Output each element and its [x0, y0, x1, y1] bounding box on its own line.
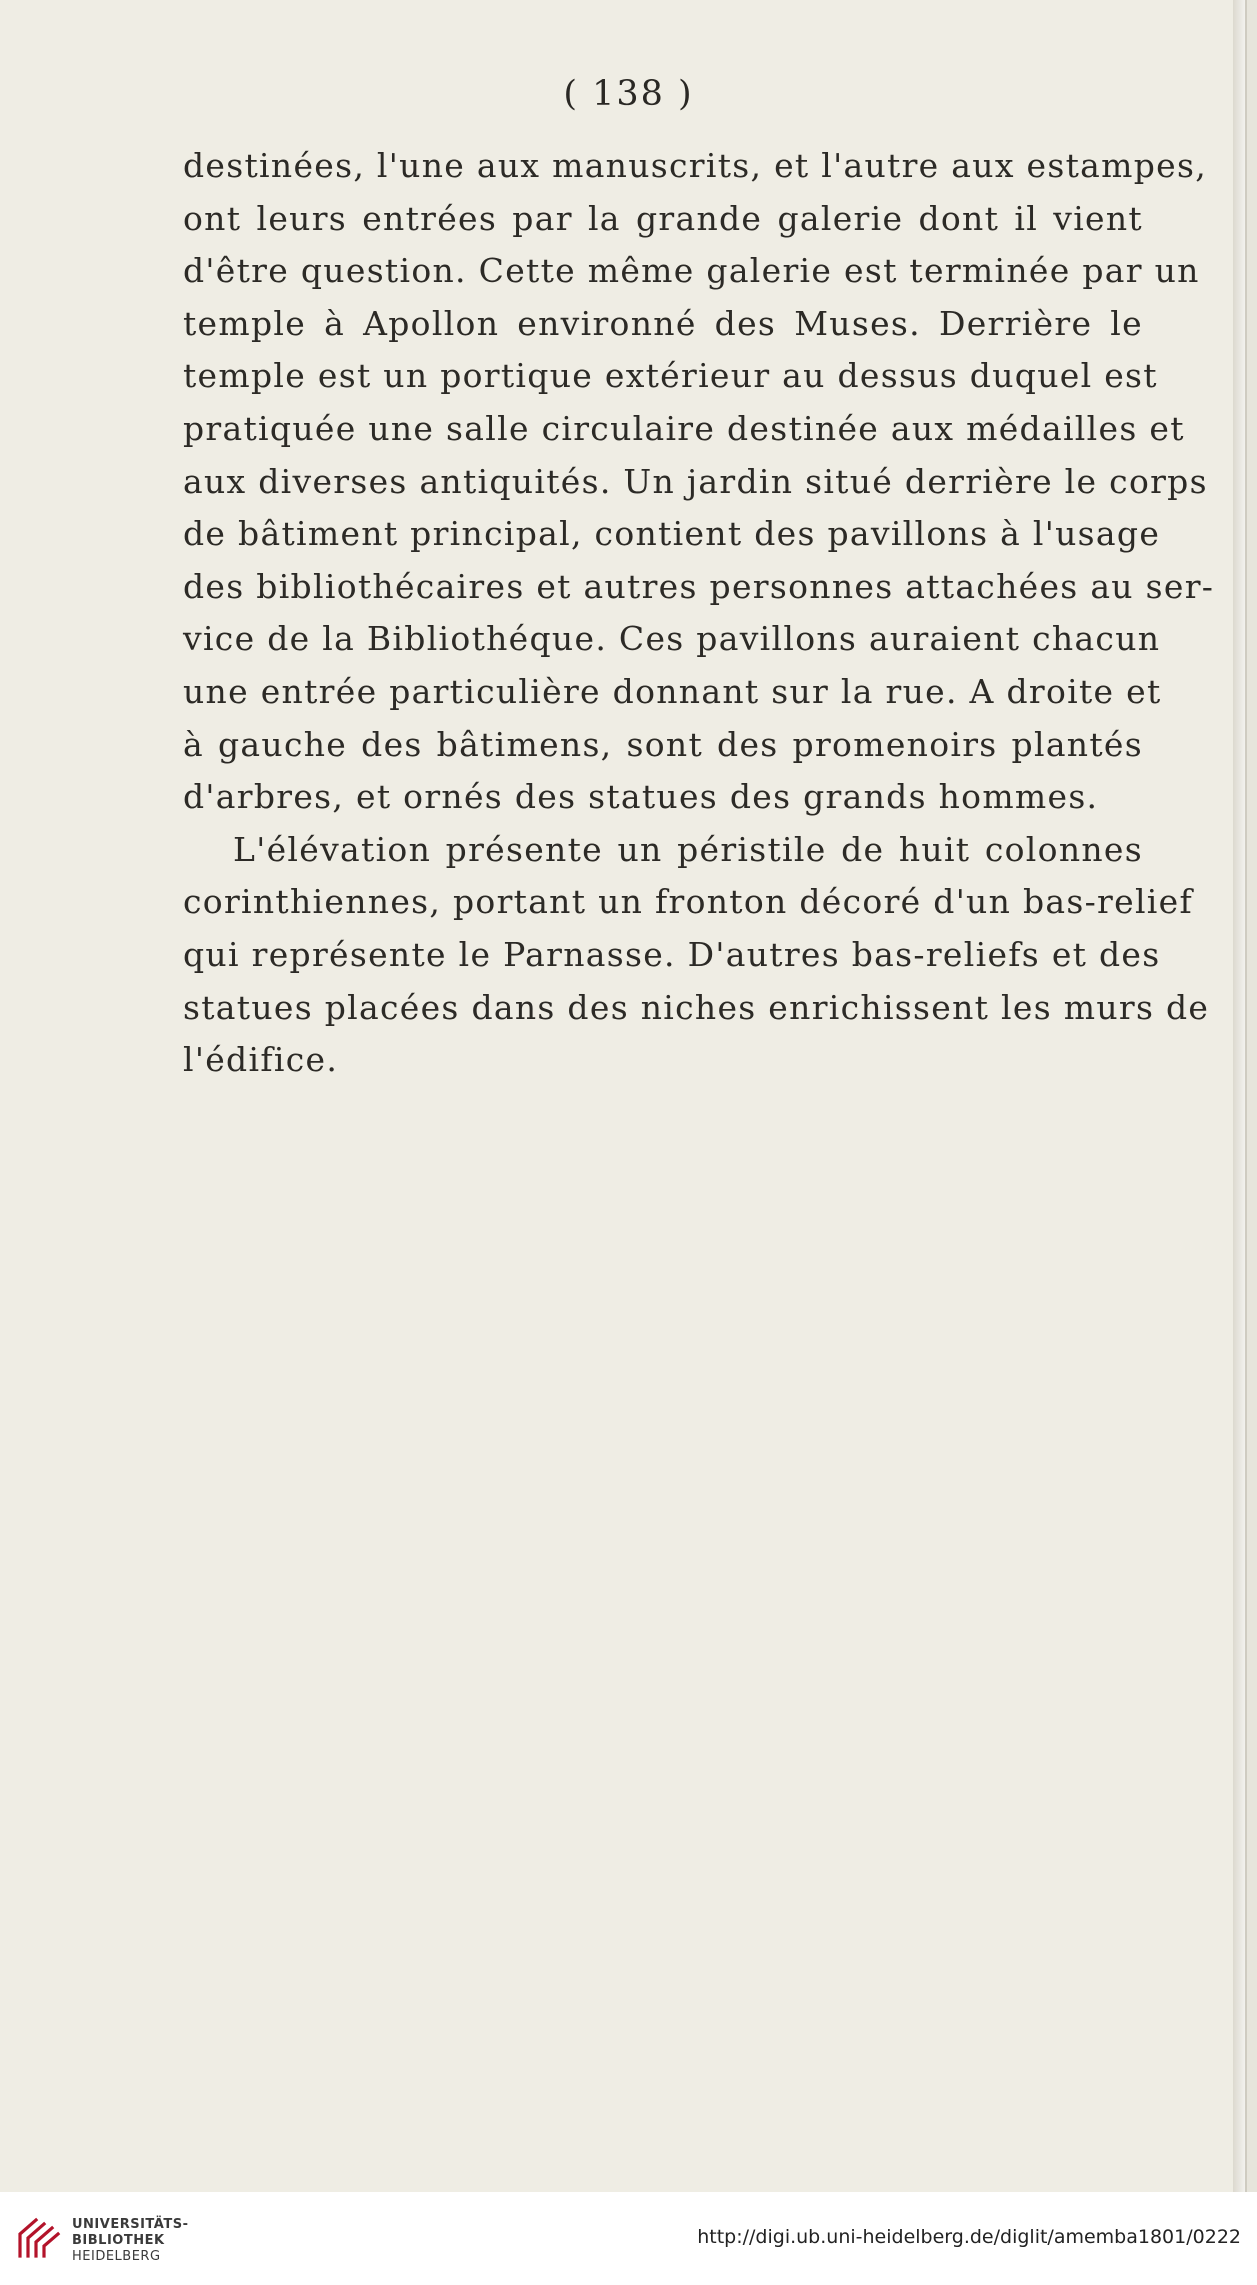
- permalink-url[interactable]: http://digi.ub.uni-heidelberg.de/diglit/amemba1801/0222: [697, 2226, 1241, 2248]
- viewer-footer: [0, 2192, 1257, 2285]
- library-name-line-3: HEIDELBERG: [72, 2249, 161, 2264]
- text-line: L'élévation présente un péristile de huit colonnes: [233, 829, 1143, 869]
- text-line: d'arbres, et ornés des statues des grands hommes.: [183, 777, 1099, 817]
- text-line: d'être question. Cette même galerie est terminée par un: [183, 251, 1200, 291]
- text-line: ont leurs entrées par la grande galerie dont il vient: [183, 198, 1143, 238]
- paragraph-2: [183, 824, 1210, 1087]
- library-name-line-2: BIBLIOTHEK: [72, 2233, 165, 2248]
- text-line: corinthiennes, portant un fronton décoré d'un bas-relief: [183, 882, 1193, 922]
- text-line: temple à Apollon environné des Muses. Derrière le: [183, 303, 1143, 343]
- page-edge-shadow: [1233, 0, 1245, 2192]
- text-line: des bibliothécaires et autres personnes attachées au ser-: [183, 566, 1215, 606]
- text-line: une entrée particulière donnant sur la rue. A droite et: [183, 671, 1162, 711]
- text-line: à gauche des bâtimens, sont des promenoirs plantés: [183, 724, 1143, 764]
- text-line: pratiquée une salle circulaire destinée aux médailles et: [183, 408, 1185, 448]
- logo-stroke: [44, 2234, 58, 2256]
- library-name-line-1: UNIVERSITÄTS-: [72, 2217, 189, 2232]
- page-number: ( 138 ): [563, 74, 694, 114]
- paragraph-1: [183, 140, 1215, 824]
- text-line: temple est un portique extérieur au dessus duquel est: [183, 356, 1158, 396]
- library-name: [72, 2217, 188, 2265]
- text-line: vice de la Bibliothéque. Ces pavillons auraient chacun: [183, 619, 1161, 659]
- text-line: destinées, l'une aux manuscrits, et l'autre aux estampes,: [183, 146, 1207, 185]
- text-line: de bâtiment principal, contient des pavillons à l'usage: [183, 514, 1161, 554]
- text-line: qui représente le Parnasse. D'autres bas-reliefs et des: [183, 934, 1161, 974]
- text-line: statues placées dans des niches enrichissent les murs de: [183, 987, 1210, 1027]
- text-line: aux diverses antiquités. Un jardin situé derrière le corps: [183, 461, 1208, 501]
- text-line: l'édifice.: [183, 1040, 339, 1080]
- library-logo-icon: [14, 2214, 62, 2262]
- body-text: [183, 140, 1215, 1087]
